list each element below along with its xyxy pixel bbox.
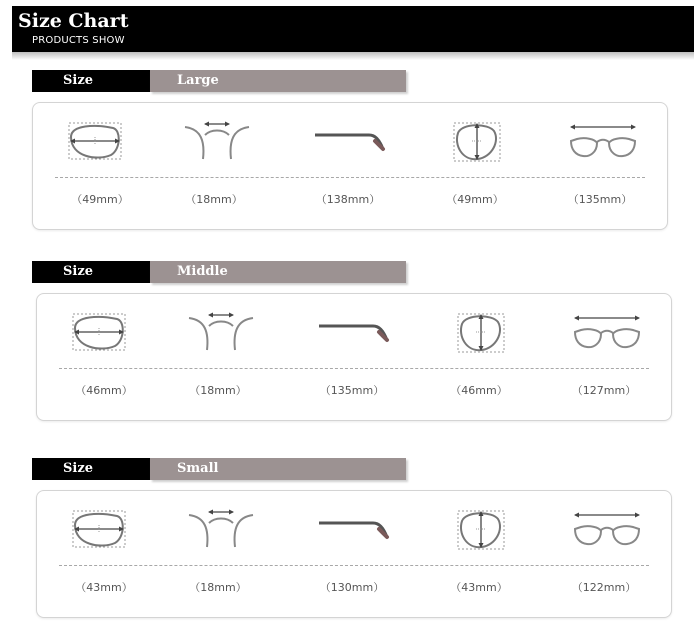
frame-width-icon <box>567 507 647 551</box>
frame-width-icon <box>563 119 643 163</box>
temple-length-value: （130mm） <box>319 581 385 594</box>
size-label: Size <box>32 70 150 92</box>
bridge-width-icon <box>181 507 261 551</box>
lens-width-icon <box>55 119 135 163</box>
measurement-panel <box>36 490 672 618</box>
lens-width-value: （43mm） <box>75 581 133 594</box>
divider <box>59 368 649 369</box>
temple-length-icon <box>311 119 391 163</box>
lens-width-value: （49mm） <box>71 193 129 206</box>
frame-width-value: （122mm） <box>571 581 637 594</box>
size-label: Size <box>32 261 150 283</box>
temple-length-icon <box>315 310 395 354</box>
lens-height-icon <box>438 119 518 163</box>
temple-length-icon <box>315 507 395 551</box>
page-subtitle: PRODUCTS SHOW <box>32 35 125 46</box>
divider <box>59 565 649 566</box>
frame-width-value: （127mm） <box>571 384 637 397</box>
size-section-large <box>0 70 700 240</box>
lens-height-value: （43mm） <box>450 581 508 594</box>
bridge-width-icon <box>181 310 261 354</box>
bridge-width-value: （18mm） <box>189 581 247 594</box>
frame-width-value: （135mm） <box>567 193 633 206</box>
header-bar <box>12 6 694 52</box>
lens-height-icon <box>442 507 522 551</box>
header-shadow <box>12 52 694 60</box>
frame-width-icon <box>567 310 647 354</box>
size-section-small <box>0 458 700 628</box>
lens-width-icon <box>59 507 139 551</box>
measurement-panel <box>36 293 672 421</box>
size-name: Small <box>150 458 406 480</box>
temple-length-value: （138mm） <box>315 193 381 206</box>
bridge-width-icon <box>177 119 257 163</box>
temple-length-value: （135mm） <box>319 384 385 397</box>
bridge-width-value: （18mm） <box>189 384 247 397</box>
measurement-panel <box>32 102 668 230</box>
size-name: Middle <box>150 261 406 283</box>
bridge-width-value: （18mm） <box>185 193 243 206</box>
lens-height-value: （49mm） <box>446 193 504 206</box>
size-section-middle <box>0 261 700 431</box>
divider <box>55 177 645 178</box>
lens-height-value: （46mm） <box>450 384 508 397</box>
lens-width-value: （46mm） <box>75 384 133 397</box>
size-name: Large <box>150 70 406 92</box>
page-title: Size Chart <box>18 10 129 32</box>
lens-width-icon <box>59 310 139 354</box>
size-label: Size <box>32 458 150 480</box>
lens-height-icon <box>442 310 522 354</box>
